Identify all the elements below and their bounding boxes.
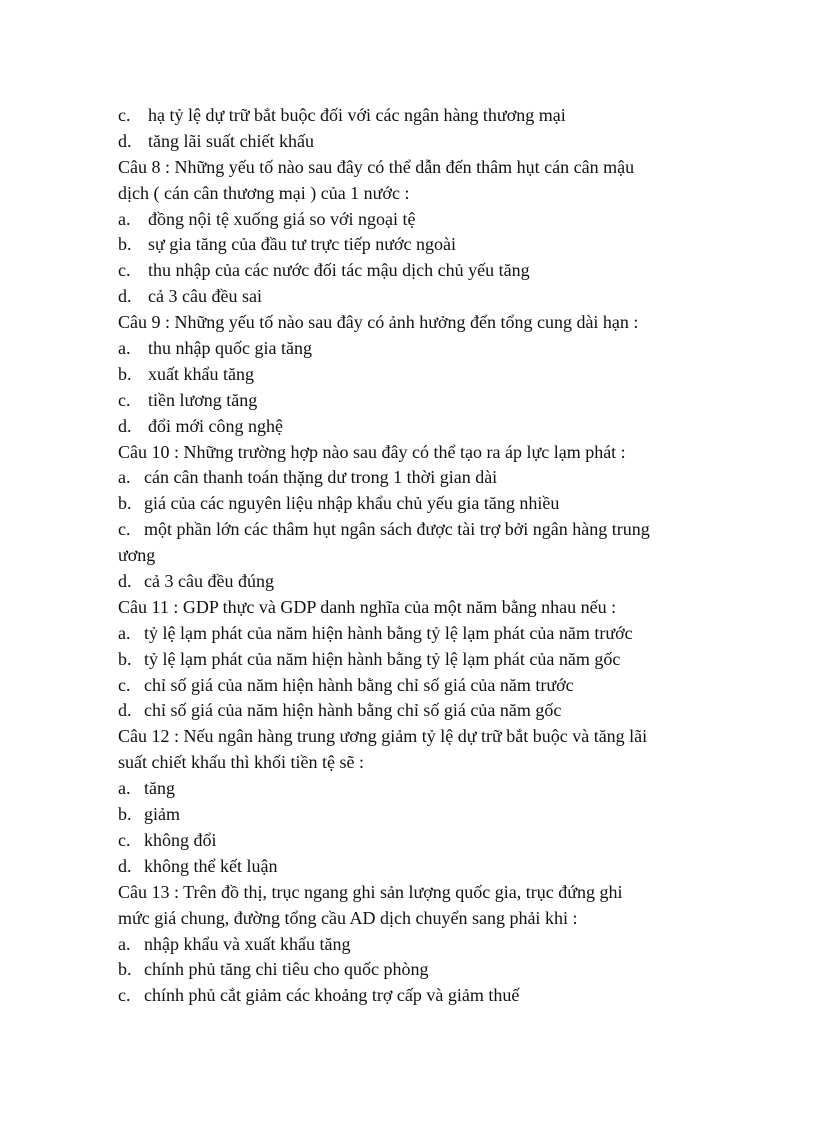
question-text: Câu 12 : Nếu ngân hàng trung ương giảm tỷ lệ dự trữ bắt buộc và tăng lãi: [118, 726, 648, 747]
question-line: [118, 724, 718, 750]
option-line: [118, 336, 718, 362]
question-line: [118, 310, 718, 336]
question-text: suất chiết khấu thì khối tiền tệ sẽ :: [118, 752, 364, 773]
option-label: b.: [118, 493, 132, 514]
option-text: tỷ lệ lạm phát của năm hiện hành bằng tỷ lệ lạm phát của năm trước: [144, 622, 633, 643]
option-line: [118, 698, 718, 724]
option-text: tăng lãi suất chiết khấu: [148, 130, 314, 151]
option-text: đồng nội tệ xuống giá so với ngoại tệ: [148, 208, 416, 229]
option-text: chỉ số giá của năm hiện hành bằng chỉ số giá của năm trước: [144, 674, 574, 695]
option-line: [118, 673, 718, 699]
option-label: d.: [118, 571, 132, 592]
option-line: [118, 647, 718, 673]
question-text: Câu 11 : GDP thực và GDP danh nghĩa của một năm bằng nhau nếu :: [118, 596, 617, 617]
option-label: b.: [118, 648, 132, 669]
option-text: xuất khẩu tăng: [148, 363, 254, 384]
option-label: c.: [118, 674, 131, 695]
option-text: ương: [118, 545, 156, 566]
option-line: [118, 983, 718, 1009]
option-line: [118, 776, 718, 802]
question-line: [118, 595, 718, 621]
option-line: [118, 129, 718, 155]
option-text: nhập khẩu và xuất khẩu tăng: [144, 933, 351, 954]
option-line: [118, 854, 718, 880]
option-text: cán cân thanh toán thặng dư trong 1 thời gian dài: [144, 467, 498, 488]
option-line: [118, 414, 718, 440]
option-label: a.: [118, 933, 131, 954]
option-line: [118, 957, 718, 983]
option-label: c.: [118, 260, 131, 281]
option-text: thu nhập của các nước đối tác mậu dịch chủ yếu tăng: [148, 260, 530, 281]
option-label: a.: [118, 778, 131, 799]
option-text: thu nhập quốc gia tăng: [148, 338, 312, 359]
option-label: c.: [118, 985, 131, 1006]
option-line: [118, 362, 718, 388]
question-text: Câu 10 : Những trường hợp nào sau đây có thể tạo ra áp lực lạm phát :: [118, 441, 626, 462]
option-label: d.: [118, 855, 132, 876]
option-label: c.: [118, 389, 131, 410]
option-label: c.: [118, 519, 131, 540]
option-text: cả 3 câu đều đúng: [144, 571, 274, 592]
option-line: [118, 465, 718, 491]
option-line: [118, 232, 718, 258]
option-line: [118, 491, 718, 517]
option-text: một phần lớn các thâm hụt ngân sách được tài trợ bởi ngân hàng trung: [144, 519, 650, 540]
option-label: d.: [118, 415, 132, 436]
option-text: tiền lương tăng: [148, 389, 258, 410]
question-line: [118, 440, 718, 466]
option-line: [118, 258, 718, 284]
option-text: giảm: [144, 804, 180, 825]
option-text: chính phủ cắt giảm các khoảng trợ cấp và giảm thuế: [144, 985, 520, 1006]
option-text: sự gia tăng của đầu tư trực tiếp nước ngoài: [148, 234, 456, 255]
option-text: tỷ lệ lạm phát của năm hiện hành bằng tỷ lệ lạm phát của năm gốc: [144, 648, 621, 669]
option-line: [118, 388, 718, 414]
option-line: [118, 802, 718, 828]
question-text: Câu 9 : Những yếu tố nào sau đây có ảnh hưởng đến tổng cung dài hạn :: [118, 312, 639, 333]
option-text: chính phủ tăng chi tiêu cho quốc phòng: [144, 959, 429, 980]
option-text: tăng: [144, 778, 175, 799]
option-text: không thể kết luận: [144, 855, 278, 876]
option-line: [118, 517, 718, 543]
option-label: d.: [118, 700, 132, 721]
question-line: [118, 181, 718, 207]
question-text: mức giá chung, đường tổng cầu AD dịch chuyển sang phải khi :: [118, 907, 578, 928]
option-label: b.: [118, 804, 132, 825]
question-line: [118, 880, 718, 906]
question-text: dịch ( cán cân thương mại ) của 1 nước :: [118, 182, 410, 203]
option-line: [118, 103, 718, 129]
question-text: Câu 13 : Trên đồ thị, trục ngang ghi sản lượng quốc gia, trục đứng ghi: [118, 881, 623, 902]
option-label: b.: [118, 363, 132, 384]
option-label: d.: [118, 286, 132, 307]
document-content: [118, 103, 718, 1009]
question-line: [118, 750, 718, 776]
option-label: b.: [118, 959, 132, 980]
question-text: Câu 8 : Những yếu tố nào sau đây có thể dẫn đến thâm hụt cán cân mậu: [118, 156, 635, 177]
option-label: a.: [118, 467, 131, 488]
option-line: [118, 828, 718, 854]
continuation-line: [118, 543, 718, 569]
option-text: chỉ số giá của năm hiện hành bằng chỉ số giá của năm gốc: [144, 700, 562, 721]
option-line: [118, 932, 718, 958]
option-label: b.: [118, 234, 132, 255]
option-label: a.: [118, 338, 131, 359]
option-text: không đổi: [144, 829, 217, 850]
option-line: [118, 207, 718, 233]
option-label: c.: [118, 829, 131, 850]
option-label: a.: [118, 622, 131, 643]
option-text: cả 3 câu đều sai: [148, 286, 262, 307]
option-label: d.: [118, 130, 132, 151]
question-line: [118, 906, 718, 932]
option-text: đổi mới công nghệ: [148, 415, 283, 436]
option-text: giá của các nguyên liệu nhập khẩu chủ yếu gia tăng nhiều: [144, 493, 560, 514]
option-label: a.: [118, 208, 131, 229]
option-line: [118, 569, 718, 595]
option-text: hạ tỷ lệ dự trữ bắt buộc đối với các ngân hàng thương mại: [148, 105, 566, 125]
option-line: [118, 621, 718, 647]
option-line: [118, 284, 718, 310]
question-line: [118, 155, 718, 181]
option-label: c.: [118, 105, 131, 125]
